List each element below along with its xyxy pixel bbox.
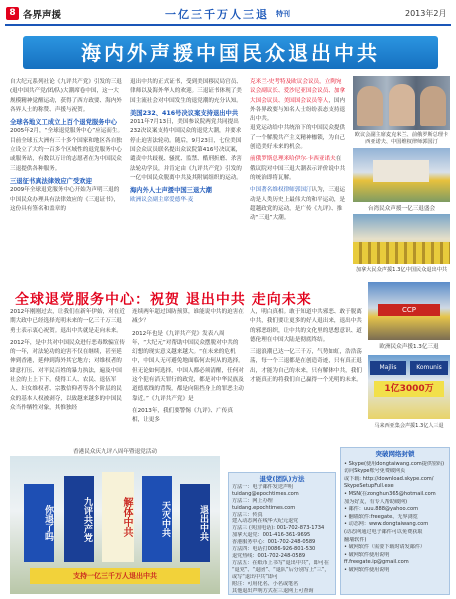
lower-truth: 人，明白真相。敢于知道中共邪恶、敢于脱离中共，我们要让更多的好人退出来，退出中共的邪恶组织，让中共的文化里的思想意识、道德伦理在中国大陆是彻底终结。 (250, 309, 362, 343)
certificate-continued: 退出中共的正式证书，受到美国移民局官员、律师以及海外华人的欢迎。三退证书体现了美国主流社会对中国发生的退党潮的充分认知。 (130, 79, 242, 104)
method-other-note: 其他退出声明方式在三退网上可查询 (232, 587, 314, 594)
tool-skype: • Skype(使用dongtaiwang.com提供密码) (344, 460, 445, 467)
portrait-2 (389, 84, 415, 126)
lower-budget: 连续两年超过国防预算，谁能说中共的迫害在减少？ (132, 309, 244, 325)
tool-msn-2: 加为好友，有专人帮助破网) (344, 498, 408, 505)
caption-politicians: 欧议会副主席麦克米兰、前俄罗斯总理卡西亚诺夫、中国维权律师郭国汀 (354, 132, 449, 145)
tool-instructions: • 破网软件使用说明 (344, 551, 390, 558)
caption-canada: 加拿大民众声援1.3亿中国民众退出中共 (355, 267, 448, 273)
subhead-certificate: 三退征书真法律效应广受欢迎 (10, 177, 92, 185)
method-alias-note: 附注：可用化名、小名或笔名 (232, 580, 299, 587)
lower-nine-commentaries: 2012年也是《九评共产党》发表八周年，“大纪元”对帮助中国民众摆脱对中共的幻想的现实意义越来越大。“在未来的危机中，中国人无可避免地面临何去何从的选择。但无论如何选择，中国人都必须清醒，任何对这个犯有滔天罪行的政党，都是对中华民族及道德底线的背叛，都是向阻挡身上的罪恶主动靠近。”《九评共产党》是 (132, 330, 244, 402)
upper-column-3 (250, 78, 346, 223)
withdrawal-methods-box (228, 472, 336, 595)
hk-photo-caption: 香港民众庆九评八周年暨退党活动 (73, 449, 157, 455)
method-email: 方法一：电子邮件发送声明 (232, 483, 294, 490)
method-email-address[interactable]: tuidang@epochtimes.com (232, 490, 299, 497)
portrait-1 (357, 86, 383, 126)
crowd (353, 242, 450, 264)
portrait-3 (420, 86, 446, 126)
issue-date: 2013年2月 (405, 9, 447, 18)
methods-title: 退党(团队)方法 (259, 475, 305, 483)
tool-dongtaiwang-note-2: 翻墙软件) (344, 536, 367, 543)
slogan-headline: 全球退党服务中心：祝贺 退出中共 走向未来 (15, 292, 312, 308)
taiwan-rally-photo (353, 148, 450, 202)
tool-freegate-email[interactable]: ff.freegate.ip@gmail.com (344, 559, 409, 566)
lower-intro: 2012年刚刚过去，让我们在新年伊始，对在近期大政中已经选择光明未来的一亿三千万三退勇士表示衷心祝贺。退出中共就是走向未来。 (10, 309, 125, 334)
politicians-rest: ，国内外各界政要与知名人士纷纷表态支持退出中共。 (250, 97, 346, 123)
banner: CCP (378, 304, 440, 316)
politicians-photo (353, 76, 450, 130)
kasyanov-paragraph (250, 155, 346, 183)
lower-2013: 在2013年，我们要警惕《九评》、广传真相，让更多 (132, 407, 233, 424)
method-phone-cn: 方法四：电话打0086-926-801-530 (232, 546, 316, 553)
tool-email[interactable]: • 邮件：uuu.888@yahoo.com (344, 506, 419, 513)
building (373, 160, 429, 182)
renewal-paragraph: 退党运动给中共统治下的中国民众提供了一个解脱共产主义精神枷锁，为自己创造美好未来的机会。 (250, 125, 346, 151)
tool-download-note: • 破网软件（需要下载时请发邮件） (344, 544, 426, 551)
sign-left: Majlis (370, 361, 406, 375)
canada-rally-photo (353, 214, 450, 264)
bottom-banner: 支持一亿三千万人退出中共 (30, 568, 200, 584)
upper-column-1 (10, 78, 124, 214)
subhead-support: 海内外人士声援中国三退大潮 (130, 187, 212, 195)
sign-5: 退出中共 (180, 484, 210, 562)
masthead-tag: 特刊 (276, 10, 290, 18)
lower-column-1 (10, 308, 126, 413)
resolutions-paragraph: 2011年7月13日，美国参议院两党共同提出232决议案支持中国民众的退党大潮，并要求停止迫害法轮功。随后，9月23日，七位美国国会众议员联名提出众议院第416号决议案，谴责中共歧视、骚扰、监禁、酷刑折磨、杀害法轮功学员，并肯定由《九评共产党》引发的一亿中国民众脱离中共及其附属组织的运动。 (130, 119, 242, 181)
tool-dongtaiwang[interactable]: • 动态网：www.dongtaiwang.com (344, 521, 429, 528)
method-web: 方法二：网上办理 (232, 497, 273, 504)
method-phone-hk: 香港服务中心：001-702-248-0589 (232, 539, 316, 546)
upper-column-2 (130, 78, 242, 205)
method-banknote-2: “退党”、“退团”、“退队”后分别写上“三”， (232, 566, 330, 573)
support-paragraph: 欧洲议会副主席爱德华·麦 (130, 196, 194, 203)
tool-instructions-2: • 破网软件使用说明 (344, 566, 390, 573)
lower-persecution: 2012年，是中共对中国民众进行恶毒欺骗宣传的一年，对法轮功的迫害不仅在继续，甚至延伸到香港，延伸到海外其它地方；对维权者的肆意打压、对平民百姓的暴力执法，遍及中国社会的上上下下，使得工人、农民、退伍军人、妇女维权者、宗教信仰者等各个阶层的民众的基本人权被剥夺，以致越来越多的中国民众当作牺牲对象，其惟独经 (10, 339, 125, 411)
guo-name: 中国著名维权律师郭国汀 (250, 187, 312, 194)
headline-text: 海内外声援中国民众退出中共 (81, 41, 380, 65)
sign-1: 你退了吗 (24, 484, 54, 562)
sign-4: 天灭中共 (142, 476, 172, 562)
method-hotline: 退党热线：001-702-248-0589 (232, 552, 306, 559)
hong-kong-rally-photo (10, 456, 220, 594)
service-centers-paragraph: 2005年2月，“全球退党服务中心”应运而生。目前全球五大洲有三十多个国家和地区各自独立设立了大约一百多个区域性的退党服务中心或服务站，有数以万计的志愿者在为中国民众三退提供各种服务。 (10, 128, 124, 172)
sign-3: 解体中共 (102, 472, 134, 562)
sign-right: Komunis (410, 361, 448, 375)
sign-2: 九评共产党 (64, 476, 94, 562)
section-label: 各界声援 (23, 10, 62, 21)
caption-malaysia: 马来西亚集会声援1.3亿人三退 (374, 423, 444, 429)
tool-dongtaiwang-note: (动态网通过电子邮件可以免费获取 (344, 528, 423, 535)
caption-europe: 欧洲民众声援1.3亿三退 (379, 344, 439, 350)
page-number-badge: 8 (6, 7, 19, 20)
method-banknote: 方法五：在纸币上书写“退出中共”，即可在 (232, 559, 329, 566)
tool-skype-file[interactable]: SkypeSetupFull.exe (344, 483, 394, 490)
tool-skype-2: 访问Skype账号免费破网页 (344, 468, 406, 475)
header-rule (5, 24, 451, 26)
certificate-paragraph: 2009年全球退党服务中心开始为声明三退的中国民众办理具有法律效应的《三退证书》，这份具有签名和盖章的 (10, 187, 120, 212)
tool-skype-download[interactable]: 或下载: http://download.skype.com/ (344, 475, 434, 482)
europe-rally-photo (368, 282, 450, 340)
kasyanov-name: 前俄罗斯总理米哈伊尔·卡西亚诺夫 (250, 156, 336, 163)
tools-title: 突破网络封锁 (375, 450, 415, 458)
kasyanov-rest: 在俄议院对中国三退大潮表示评价说中共的统治即将瓦解。 (250, 156, 346, 181)
number-banner: 1亿3000万 (374, 381, 444, 397)
method-banknote-3: 或写“退出中共”即可 (232, 573, 279, 580)
circumvention-tools-box (340, 447, 450, 595)
method-phone-canada: 加拿大退党：001-416-361-9695 (232, 532, 311, 539)
subhead-service-centers: 全球各地义工成立上百个退党服务中心 (10, 119, 118, 127)
caption-taiwan: 台湾民众声援一亿三退盛会 (367, 206, 436, 212)
tool-msn: • MSN(在zonghun365@hotmail.com (344, 490, 436, 497)
guo-rest: 认为，三退运动是人类历史上最伟大的和平运动，是超越政党的运动，是广传《九评》、推动“三退”大潮。 (250, 187, 346, 222)
subhead-resolutions: 美国232、416号决议案支持退出中共 (130, 109, 239, 117)
lower-column-2 (132, 308, 244, 426)
intro-paragraph: 自大纪元系列社论《九评共产党》引发的三退(退中国共产党/团/队)大潮席卷中国，这一大规模精神觉醒运动，获得了西方政要、海内外各界人士的称赞、声援与祝贺。 (10, 79, 122, 113)
guo-paragraph (250, 186, 346, 223)
lower-column-3 (250, 308, 362, 385)
malaysia-rally-photo (368, 355, 450, 419)
method-fax-note: 建入动态网在线华大纪元退党 (232, 518, 299, 525)
method-web-address[interactable]: tuidang.epochtimes.com (232, 504, 296, 511)
masthead-title: 一亿三千万人三退 (165, 8, 269, 21)
support-paragraph-cont (250, 78, 346, 124)
tool-software: • 翻墙软件:freegate、无界浏览 (344, 513, 418, 520)
method-phone-uk: 方法三 (英国电话): 001-702-873-1734 (232, 525, 325, 532)
politicians-names: 克米兰-史考特及欧议会议员，立陶宛议会副议长、爱沙尼亚国会议员、加拿大国会议员、美国国会议员等人 (250, 79, 346, 104)
lower-wave: 三退浪潮已达一亿三千万，气势如虹，浩浩荡荡，每一个三退都是在创造奇迹，只有真正退出，才能为自己的未来，只有解体中共，我们才能真正的将我们自己赢得一个光明的未来。 (250, 349, 362, 384)
method-fax: 方法三：传真 (232, 511, 263, 518)
